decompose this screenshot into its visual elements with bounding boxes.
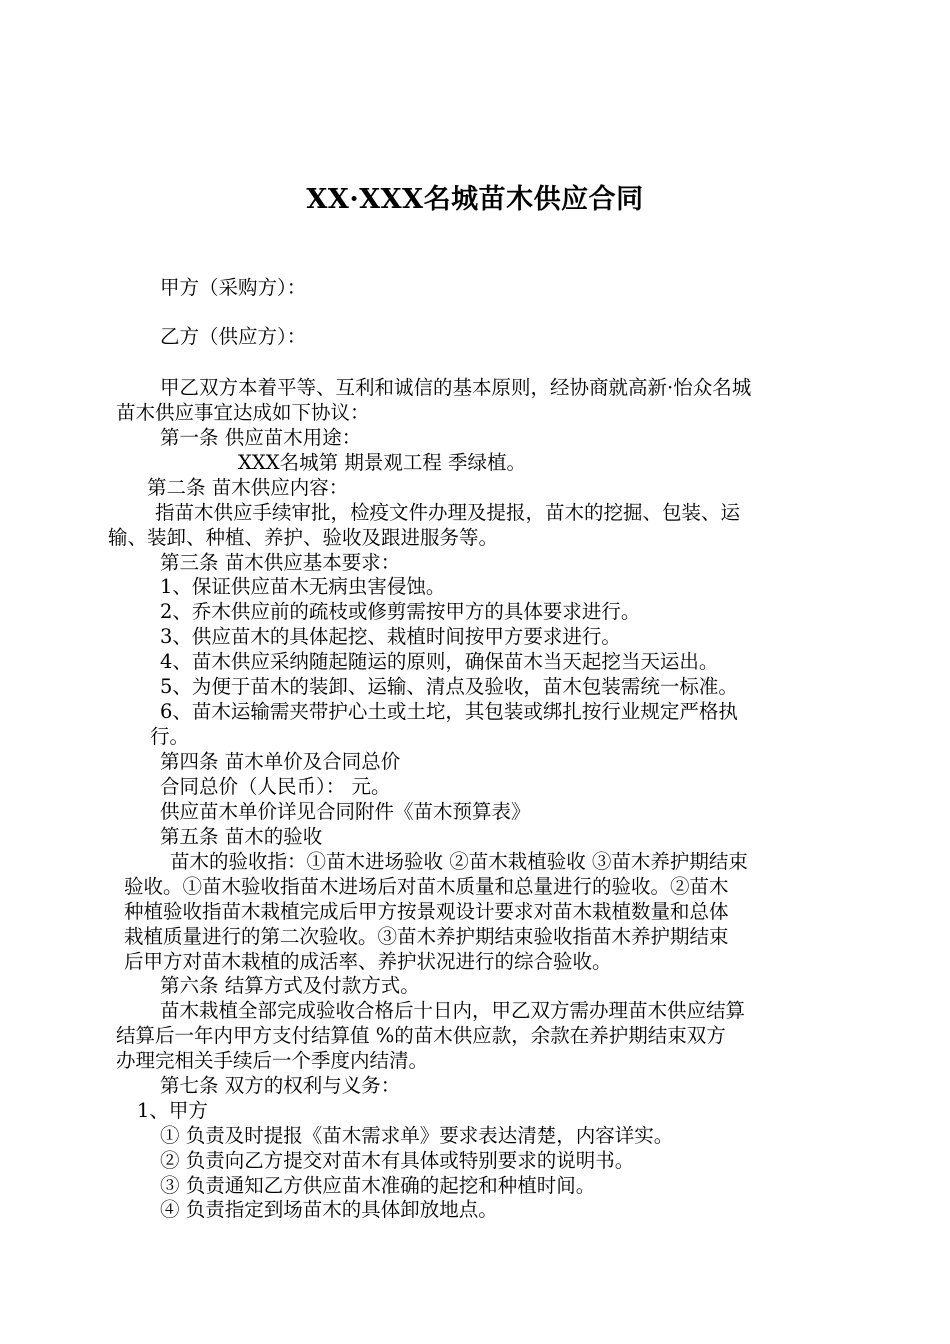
article3-item-6: 6、苗木运输需夹带护心土或土坨，其包装或绑扎按行业规定严格执 xyxy=(160,700,738,723)
article7-item-4: ④ 负责指定到场苗木的具体卸放地点。 xyxy=(160,1198,498,1221)
article7-item-1: ① 负责及时提报《苗木需求单》要求表达清楚，内容详实。 xyxy=(160,1124,674,1147)
article2-line-2: 输、装卸、种植、养护、验收及跟进服务等。 xyxy=(108,526,499,549)
article5-heading: 第五条 苗木的验收 xyxy=(160,825,323,848)
intro-line-2: 苗木供应事宜达成如下协议： xyxy=(116,401,370,424)
document-title: XX·XXX名城苗木供应合同 xyxy=(306,184,644,215)
article4-heading: 第四条 苗木单价及合同总价 xyxy=(160,750,401,773)
article5-line-3: 种植验收指苗木栽植完成后甲方按景观设计要求对苗木栽植数量和总体 xyxy=(124,900,729,923)
article2-line-1: 指苗木供应手续审批，检疫文件办理及提报，苗木的挖掘、包装、运 xyxy=(155,501,741,524)
article3-item-3: 3、供应苗木的具体起挖、栽植时间按甲方要求进行。 xyxy=(160,625,621,648)
article1-heading: 第一条 供应苗木用途： xyxy=(160,426,362,449)
article7-sub1: 1、甲方 xyxy=(137,1099,208,1122)
article7-heading: 第七条 双方的权利与义务： xyxy=(160,1074,401,1097)
intro-line-1: 甲乙双方本着平等、互利和诚信的基本原则，经协商就高新·怡众名城 xyxy=(160,376,752,399)
article4-line-1: 合同总价（人民币）： 元。 xyxy=(160,775,391,798)
article3-item-2: 2、乔木供应前的疏枝或修剪需按甲方的具体要求进行。 xyxy=(160,600,641,623)
party-b-line: 乙方（供应方）： xyxy=(160,325,307,348)
party-a-line: 甲方（采购方）： xyxy=(160,276,307,299)
article3-item-1: 1、保证供应苗木无病虫害侵蚀。 xyxy=(160,575,446,598)
article4-line-2: 供应苗木单价详见合同附件《苗木预算表》 xyxy=(160,800,531,823)
article3-item-5: 5、为便于苗木的装卸、运输、清点及验收，苗木包装需统一标准。 xyxy=(160,675,738,698)
article7-item-3: ③ 负责通知乙方供应苗木准确的起挖和种植时间。 xyxy=(160,1174,596,1197)
article7-item-2: ② 负责向乙方提交对苗木有具体或特别要求的说明书。 xyxy=(160,1149,635,1172)
article6-heading: 第六条 结算方式及付款方式。 xyxy=(160,974,420,997)
article5-line-2: 验收。①苗木验收指苗木进场后对苗木质量和总量进行的验收。②苗木 xyxy=(124,875,729,898)
article3-item-4: 4、苗木供应采纳随起随运的原则，确保苗木当天起挖当天运出。 xyxy=(160,650,719,673)
article6-line-3: 办理完相关手续后一个季度内结清。 xyxy=(116,1049,429,1072)
article2-heading: 第二条 苗木供应内容： xyxy=(147,476,349,499)
article1-content: XXX名城第 期景观工程 季绿植。 xyxy=(238,451,527,474)
article6-line-1: 苗木栽植全部完成验收合格后十日内，甲乙双方需办理苗木供应结算 xyxy=(160,999,746,1022)
article3-item-6-cont: 行。 xyxy=(150,725,190,748)
article5-line-1: 苗木的验收指：①苗木进场验收 ②苗木栽植验收 ③苗木养护期结束 xyxy=(170,850,748,873)
article3-heading: 第三条 苗木供应基本要求： xyxy=(160,551,401,574)
article5-line-4: 栽植质量进行的第二次验收。③苗木养护期结束验收指苗木养护期结束 xyxy=(124,925,729,948)
article6-line-2: 结算后一年内甲方支付结算值 %的苗木供应款，余款在养护期结束双方 xyxy=(116,1024,726,1047)
article5-line-5: 后甲方对苗木栽植的成活率、养护状况进行的综合验收。 xyxy=(124,950,612,973)
